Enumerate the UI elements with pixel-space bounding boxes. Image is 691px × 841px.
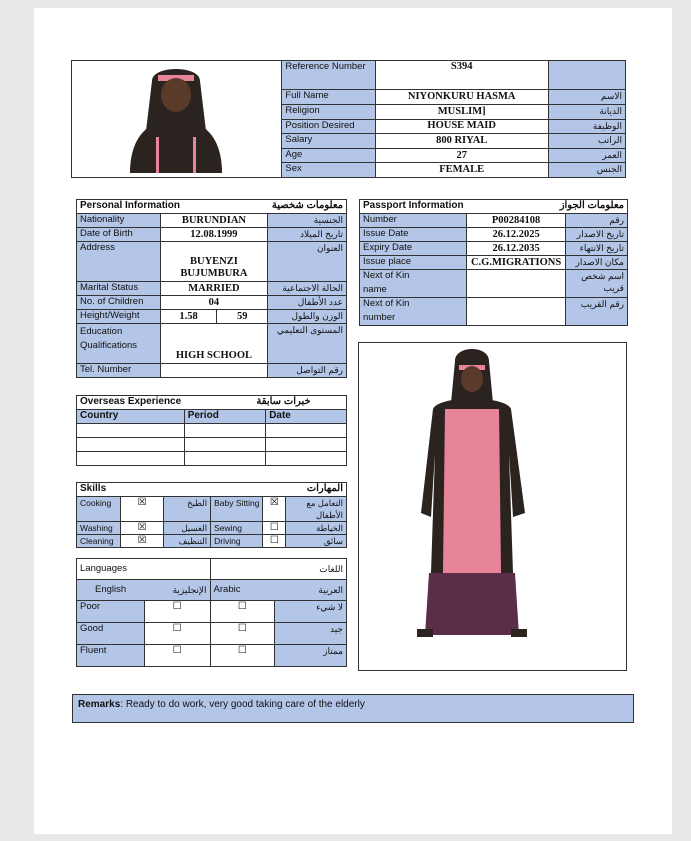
nationality-ar: الجنسية <box>268 214 347 228</box>
kin-name-label-line-2: name <box>363 284 387 295</box>
kin-name-ar-line-2: قريب <box>603 283 624 293</box>
overseas-experience-section <box>76 395 347 466</box>
kin-number-label-line-1: Next of Kin <box>363 298 410 309</box>
height-weight-label: Height/Weight <box>77 310 161 324</box>
headshot-photo <box>72 61 282 178</box>
dob-value: 12.08.1999 <box>160 228 267 242</box>
languages-title-ar: اللغات <box>210 559 346 580</box>
lang-fluent-english-checkbox[interactable]: ☐ <box>144 645 210 667</box>
education-label-line-1: Education <box>80 326 123 337</box>
passport-number-ar: رقم <box>566 214 628 228</box>
personal-info-title: Personal Information <box>77 200 217 214</box>
religion-label: Religion <box>282 104 375 119</box>
kin-number-label-line-2: number <box>363 312 396 323</box>
overseas-col-period: Period <box>184 410 266 424</box>
reference-value: S394 <box>375 61 548 90</box>
full-name-label: Full Name <box>282 90 375 105</box>
education-label <box>77 324 161 364</box>
skill-cooking-checkbox[interactable]: ☒ <box>120 497 163 522</box>
children-label: No. of Children <box>77 296 161 310</box>
age-ar: العمر <box>548 148 625 163</box>
lang-english-ar: الإنجليزية <box>144 580 210 601</box>
reference-ar-cell <box>548 61 625 90</box>
expiry-date-ar: تاريخ الانتهاء <box>566 242 628 256</box>
dob-label: Date of Birth <box>77 228 161 242</box>
skill-driving-checkbox[interactable]: ☐ <box>263 535 286 548</box>
headshot-image <box>72 61 280 173</box>
overseas-col-country: Country <box>77 410 185 424</box>
skill-driving-label: Driving <box>211 535 263 548</box>
passport-info-section <box>359 199 628 326</box>
education-ar: المستوى التعليمي <box>268 324 347 364</box>
remarks-label: Remarks <box>78 699 121 710</box>
header-block <box>71 60 626 178</box>
lang-good-arabic-checkbox[interactable]: ☐ <box>210 623 275 645</box>
address-label: Address <box>77 242 161 282</box>
overseas-title: Overseas Experience <box>77 396 185 410</box>
issue-date-label: Issue Date <box>360 228 467 242</box>
table-row <box>77 452 347 466</box>
lang-good-label: Good <box>77 623 145 645</box>
children-value: 04 <box>160 296 267 310</box>
nationality-label: Nationality <box>77 214 161 228</box>
table-row <box>77 438 347 452</box>
kin-name-label <box>360 270 467 298</box>
passport-number-value: P00284108 <box>467 214 566 228</box>
issue-date-value: 26.12.2025 <box>467 228 566 242</box>
children-ar: عدد الأطفال <box>268 296 347 310</box>
weight-value: 59 <box>217 310 268 324</box>
reference-label: Reference Number <box>282 61 375 90</box>
kin-name-ar <box>566 270 628 298</box>
lang-good-ar: جيد <box>275 623 347 645</box>
lang-poor-ar: لا شيء <box>275 601 347 623</box>
personal-info-section <box>76 199 347 378</box>
skill-baby-sitting-ar <box>286 497 347 522</box>
skill-cleaning-label: Cleaning <box>77 535 121 548</box>
position-value: HOUSE MAID <box>375 119 548 134</box>
lang-fluent-ar: ممتاز <box>275 645 347 667</box>
lang-poor-english-checkbox[interactable]: ☐ <box>144 601 210 623</box>
lang-arabic-label: Arabic <box>210 580 275 601</box>
personal-info-title-ar: معلومات شخصية <box>217 200 347 214</box>
full-name-value: NIYONKURU HASMA <box>375 90 548 105</box>
address-line-2: BUJUMBURA <box>180 268 248 279</box>
age-label: Age <box>282 148 375 163</box>
full-body-image <box>359 343 626 670</box>
skill-washing-ar: الغسيل <box>164 522 211 535</box>
expiry-date-label: Expiry Date <box>360 242 467 256</box>
sex-ar: الجنس <box>548 163 625 178</box>
skill-baby-sitting-ar-line-2: الأطفال <box>315 510 343 520</box>
skill-cooking-label: Cooking <box>77 497 121 522</box>
skills-title-ar: المهارات <box>211 483 347 497</box>
skill-baby-sitting-label: Baby Sitting <box>211 497 263 522</box>
overseas-title-ar: خبرات سابقة <box>184 396 346 410</box>
lang-poor-arabic-checkbox[interactable]: ☐ <box>210 601 275 623</box>
religion-value: MUSLIM] <box>375 104 548 119</box>
document-page <box>34 8 672 834</box>
lang-fluent-label: Fluent <box>77 645 145 667</box>
skill-driving-ar: سائق <box>286 535 347 548</box>
salary-label: Salary <box>282 134 375 149</box>
marital-label: Marital Status <box>77 282 161 296</box>
religion-ar: الديانة <box>548 104 625 119</box>
address-ar: العنوان <box>268 242 347 282</box>
education-value: HIGH SCHOOL <box>160 324 267 364</box>
height-value: 1.58 <box>160 310 217 324</box>
skill-sewing-ar: الخياطة <box>286 522 347 535</box>
kin-number-label <box>360 298 467 326</box>
skill-sewing-checkbox[interactable]: ☐ <box>263 522 286 535</box>
salary-ar: الراتب <box>548 134 625 149</box>
marital-value: MARRIED <box>160 282 267 296</box>
passport-number-label: Number <box>360 214 467 228</box>
remarks-text: : Ready to do work, very good taking care of the elderly <box>120 699 365 710</box>
kin-name-ar-line-1: اسم شخص <box>581 271 624 281</box>
full-name-ar: الاسم <box>548 90 625 105</box>
languages-title: Languages <box>77 559 211 580</box>
skill-cleaning-checkbox[interactable]: ☒ <box>120 535 163 548</box>
position-label: Position Desired <box>282 119 375 134</box>
sex-value: FEMALE <box>375 163 548 178</box>
sex-label: Sex <box>282 163 375 178</box>
skill-baby-sitting-ar-line-1: التعامل مع <box>306 498 343 508</box>
age-value: 27 <box>375 148 548 163</box>
dob-ar: تاريخ الميلاد <box>268 228 347 242</box>
skills-section <box>76 482 347 548</box>
table-row <box>77 424 347 438</box>
overseas-col-date: Date <box>266 410 347 424</box>
kin-number-value <box>467 298 566 326</box>
lang-poor-label: Poor <box>77 601 145 623</box>
lang-good-english-checkbox[interactable]: ☐ <box>144 623 210 645</box>
skill-washing-label: Washing <box>77 522 121 535</box>
skill-sewing-label: Sewing <box>211 522 263 535</box>
lang-arabic-ar: العربية <box>275 580 347 601</box>
issue-place-label: Issue place <box>360 256 467 270</box>
full-body-photo <box>358 342 627 671</box>
kin-number-ar: رقم القريب <box>566 298 628 326</box>
education-label-line-2: Qualifications <box>80 340 138 351</box>
passport-info-title: Passport Information <box>360 200 467 214</box>
issue-place-ar: مكان الاصدار <box>566 256 628 270</box>
lang-english-label: English <box>77 580 145 601</box>
issue-date-ar: تاريخ الاصدار <box>566 228 628 242</box>
height-weight-ar: الوزن والطول <box>268 310 347 324</box>
tel-label: Tel. Number <box>77 364 161 378</box>
skill-baby-sitting-checkbox[interactable]: ☒ <box>263 497 286 522</box>
issue-place-value: C.G.MIGRATIONS <box>467 256 566 270</box>
skill-cooking-ar: الطبخ <box>164 497 211 522</box>
remarks-box <box>72 694 634 723</box>
address-line-1: BUYENZI <box>189 256 238 267</box>
address-value <box>160 242 267 282</box>
skills-title: Skills <box>77 483 211 497</box>
position-ar: الوظيفة <box>548 119 625 134</box>
passport-info-title-ar: معلومات الجواز <box>467 200 628 214</box>
lang-fluent-arabic-checkbox[interactable]: ☐ <box>210 645 275 667</box>
tel-ar: رقم التواصل <box>268 364 347 378</box>
expiry-date-value: 26.12.2035 <box>467 242 566 256</box>
salary-value: 800 RIYAL <box>375 134 548 149</box>
marital-ar: الحالة الاجتماعية <box>268 282 347 296</box>
kin-name-label-line-1: Next of Kin <box>363 270 410 281</box>
tel-value <box>160 364 267 378</box>
nationality-value: BURUNDIAN <box>160 214 267 228</box>
kin-name-value <box>467 270 566 298</box>
skill-washing-checkbox[interactable]: ☒ <box>120 522 163 535</box>
skill-cleaning-ar: التنظيف <box>164 535 211 548</box>
languages-section <box>76 558 347 667</box>
